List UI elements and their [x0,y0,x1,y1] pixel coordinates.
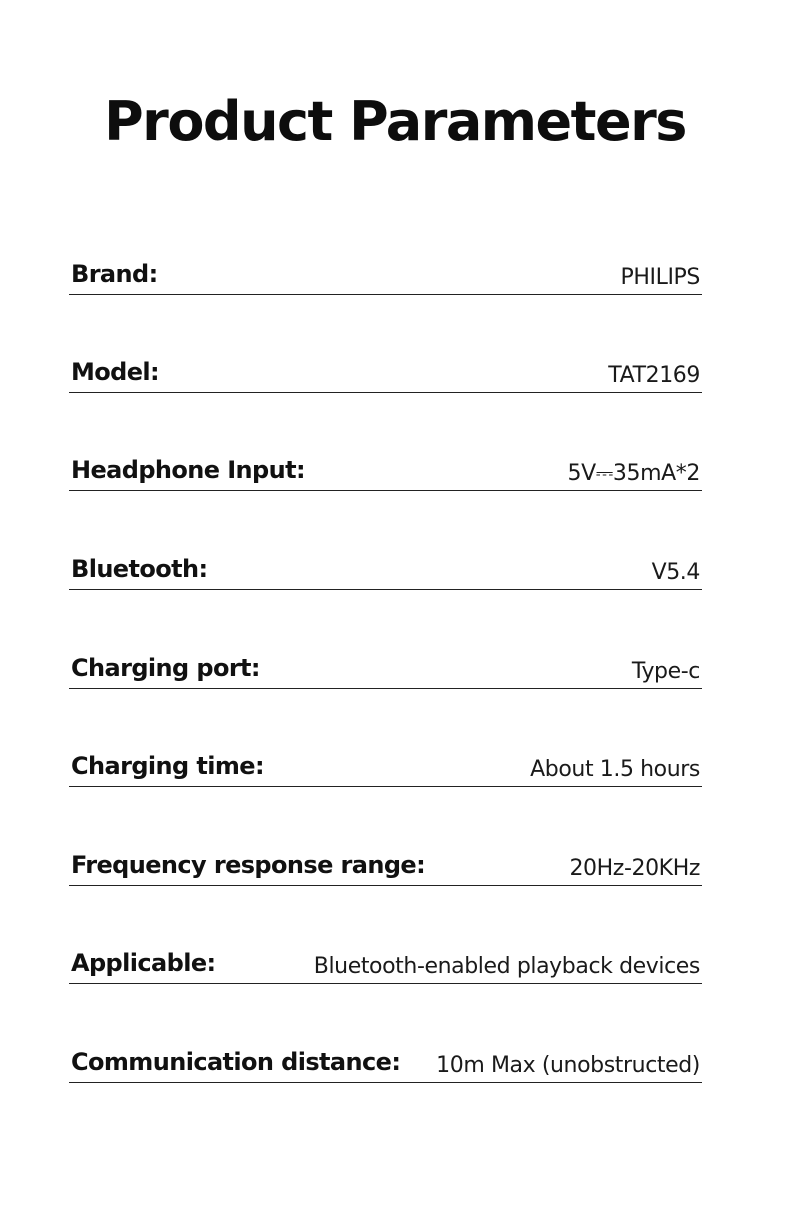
param-row-headphone-input [69,450,702,491]
param-value: 5V⎓35mA*2 [567,461,700,486]
param-label: Brand: [71,260,158,288]
param-value: PHILIPS [620,265,700,290]
param-value: V5.4 [651,560,700,585]
param-row-applicable [69,943,702,984]
param-label: Model: [71,358,160,386]
param-row-bluetooth [69,549,702,590]
param-row-charging-time [69,746,702,787]
param-label: Communication distance: [71,1048,401,1076]
param-label: Charging time: [71,752,264,780]
param-row-model [69,352,702,393]
param-row-frequency-response [69,845,702,886]
param-label: Bluetooth: [71,555,208,583]
param-value: 10m Max (unobstructed) [436,1053,700,1078]
param-row-charging-port [69,648,702,689]
param-row-brand [69,254,702,295]
param-row-communication-distance [69,1042,702,1083]
param-value: Bluetooth-enabled playback devices [313,954,700,979]
param-value: TAT2169 [608,363,700,388]
param-label: Headphone Input: [71,456,305,484]
param-value: Type-c [631,659,700,684]
page-title: Product Parameters [104,90,686,153]
param-label: Applicable: [71,949,216,977]
param-label: Charging port: [71,654,260,682]
param-value: 20Hz-20KHz [569,856,700,881]
param-label: Frequency response range: [71,851,426,879]
param-value: About 1.5 hours [530,757,700,782]
